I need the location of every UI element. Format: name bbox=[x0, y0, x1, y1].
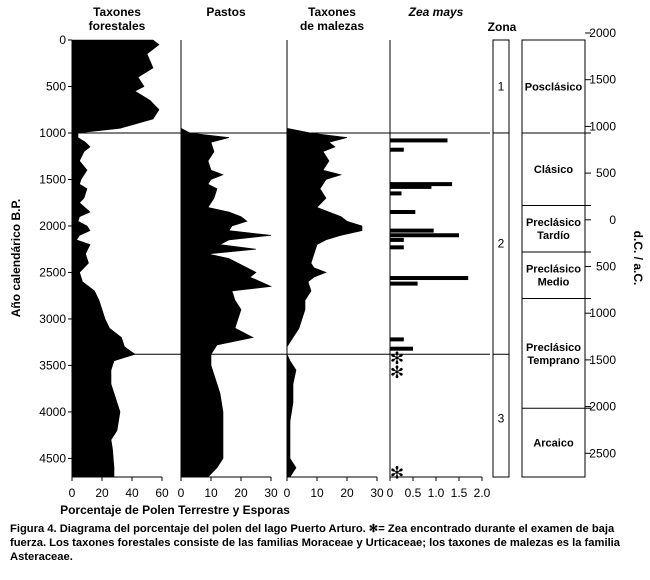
panel-3-tick-label-0: 0 bbox=[283, 486, 291, 500]
panel-1-tick-label-0: 0 bbox=[68, 486, 76, 500]
zone-label-2: 2 bbox=[497, 236, 505, 251]
right-axis-tick-label-1: 1500 bbox=[589, 72, 616, 87]
panel-4-tick-label-3: 1.5 bbox=[450, 486, 468, 500]
right-axis-tick-label-7: 1500 bbox=[589, 352, 616, 367]
panel-1-tick-label-1: 20 bbox=[95, 486, 109, 500]
left-axis-tick-label-7: 3500 bbox=[39, 358, 66, 373]
right-axis-tick-label-8: 2000 bbox=[589, 399, 616, 414]
panel-1-title-line-1: Taxones bbox=[93, 5, 141, 19]
panel-3-profile-area bbox=[287, 40, 362, 477]
panel-3-tick-label-3: 30 bbox=[370, 486, 384, 500]
left-axis-tick-label-5: 2500 bbox=[39, 265, 66, 280]
left-axis-tick-label-6: 3000 bbox=[39, 311, 66, 326]
panel-2-title-line-1: Pastos bbox=[206, 5, 246, 19]
panel-3-title-line-1: Taxones bbox=[308, 5, 356, 19]
panel-3-title-line-2: de malezas bbox=[299, 19, 365, 33]
right-axis-label: d.C. / a.C. bbox=[631, 230, 645, 286]
panel-4-asterisk-2: ✻ bbox=[389, 363, 405, 383]
period-label-6-line-1: Arcaico bbox=[533, 437, 574, 450]
panel-4-tick-label-0: 0 bbox=[386, 486, 394, 500]
panel-4-asterisk-3: ✻ bbox=[389, 463, 405, 483]
panel-4-asterisk-1: ✻ bbox=[389, 349, 405, 369]
panel-2-tick-label-2: 20 bbox=[234, 486, 248, 500]
period-label-5-line-2: Temprano bbox=[527, 354, 580, 367]
left-axis-tick-label-3: 1500 bbox=[39, 172, 66, 187]
period-label-4-line-2: Medio bbox=[537, 276, 570, 289]
left-axis-tick-label-4: 2000 bbox=[39, 218, 66, 233]
left-axis-tick-label-2: 1000 bbox=[39, 125, 66, 140]
right-axis-tick-label-2: 1000 bbox=[589, 119, 616, 134]
panel-4-bar-5 bbox=[390, 191, 402, 195]
left-axis-tick-label-1: 500 bbox=[45, 79, 66, 94]
right-axis-tick-label-6: 1000 bbox=[589, 306, 616, 321]
left-axis-tick-label-0: 0 bbox=[59, 33, 66, 47]
right-axis-tick-label-4: 0 bbox=[609, 212, 616, 227]
panel-2-tick-label-0: 0 bbox=[177, 486, 185, 500]
zone-label-1: 1 bbox=[497, 79, 505, 94]
right-axis-tick-label-0: 2000 bbox=[589, 26, 616, 40]
panel-4-bar-12 bbox=[390, 282, 418, 286]
panel-1-profile-area bbox=[72, 40, 159, 477]
panel-4-bar-4 bbox=[390, 185, 431, 189]
panel-4-title-line-1: Zea mays bbox=[408, 5, 464, 19]
panel-4-bar-11 bbox=[390, 276, 468, 280]
period-label-3-line-2: Tardío bbox=[537, 230, 570, 243]
panel-4-bar-6 bbox=[390, 210, 415, 214]
panel-4-bar-10 bbox=[390, 245, 404, 249]
panel-2-tick-label-3: 30 bbox=[264, 486, 278, 500]
panel-3-tick-label-2: 20 bbox=[340, 486, 354, 500]
figure-caption: Figura 4. Diagrama del porcentaje del polen del lago Puerto Arturo. ✻= Zea encontrado durante el examen de baja fuerza. Los taxones forestales consiste de las familias Moraceae y Urticaceae; los taxones de malezas es la familia Asteraceae. bbox=[10, 523, 621, 563]
panel-4-bar-2 bbox=[390, 148, 404, 152]
period-label-5-line-1: Preclásico bbox=[525, 341, 582, 354]
right-axis-tick-label-9: 2500 bbox=[589, 446, 616, 461]
x-axis-label: Porcentaje de Polen Terrestre y Esporas bbox=[60, 503, 290, 517]
left-axis-tick-label-8: 4000 bbox=[39, 404, 66, 419]
panel-4-tick-label-2: 1.0 bbox=[427, 486, 445, 500]
left-axis-tick-label-9: 4500 bbox=[39, 451, 66, 466]
panel-4-bar-13 bbox=[390, 337, 404, 341]
left-axis-label: Año calendárico B.P. bbox=[9, 198, 23, 318]
right-axis-tick-label-5: 500 bbox=[595, 259, 616, 274]
panel-4-bar-8 bbox=[390, 233, 459, 237]
panel-4-bar-7 bbox=[390, 229, 434, 233]
panel-2-tick-label-1: 10 bbox=[204, 486, 218, 500]
panel-1-title-line-2: forestales bbox=[88, 19, 146, 33]
panel-4-tick-label-1: 0.5 bbox=[404, 486, 422, 500]
panel-4-tick-label-4: 2.0 bbox=[473, 486, 491, 500]
panel-4-bar-1 bbox=[390, 138, 448, 142]
zone-label-3: 3 bbox=[497, 411, 505, 426]
period-label-2-line-1: Clásico bbox=[533, 164, 574, 177]
panel-2-profile-area bbox=[181, 40, 271, 477]
panel-3-tick-label-1: 10 bbox=[310, 486, 324, 500]
period-label-3-line-1: Preclásico bbox=[525, 217, 582, 230]
right-axis-tick-label-3: 500 bbox=[595, 166, 616, 181]
period-label-4-line-1: Preclásico bbox=[525, 263, 582, 276]
panel-4-bar-9 bbox=[390, 238, 404, 242]
panel-1-tick-label-3: 60 bbox=[155, 486, 169, 500]
period-label-1-line-1: Posclásico bbox=[524, 81, 583, 94]
panel-1-tick-label-2: 40 bbox=[125, 486, 139, 500]
zone-title: Zona bbox=[487, 20, 517, 34]
period-column bbox=[522, 40, 585, 477]
